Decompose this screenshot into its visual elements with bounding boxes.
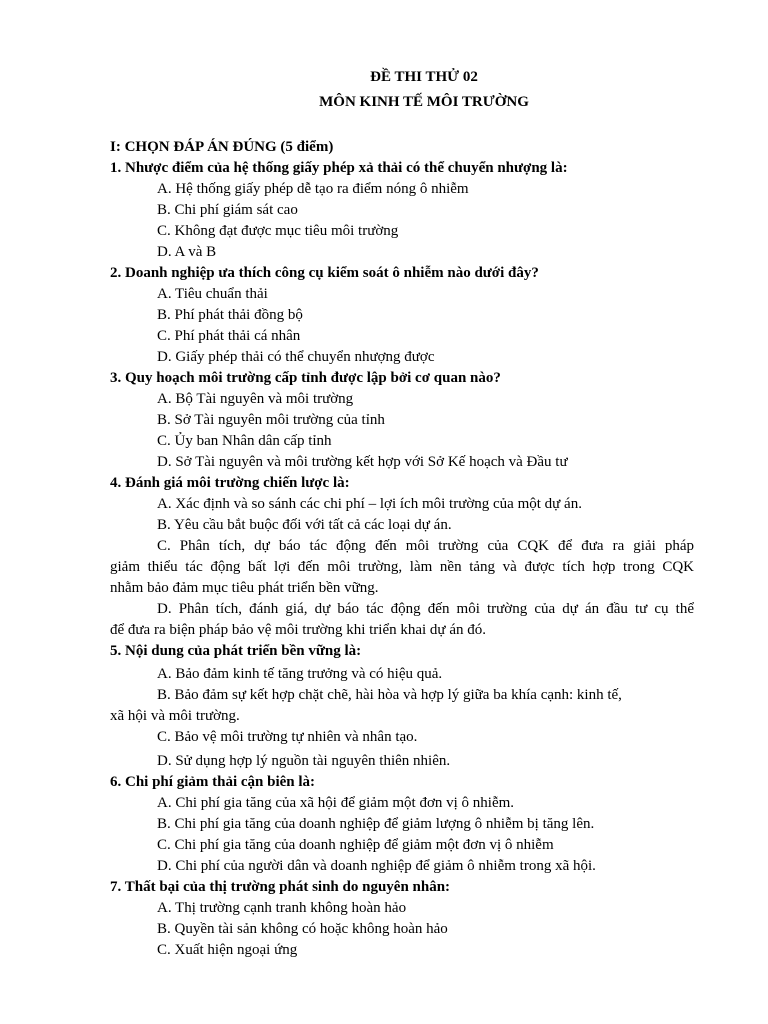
question-4: 4. Đánh giá môi trường chiến lược là: bbox=[110, 475, 350, 491]
option-5b-cont: xã hội và môi trường. bbox=[110, 708, 240, 724]
option-2c: C. Phí phát thải cá nhân bbox=[157, 328, 301, 344]
option-4d: D. Phân tích, đánh giá, dự báo tác động đến môi trường của dự án đầu tư cụ thể bbox=[157, 601, 694, 617]
option-5a: A. Bảo đảm kinh tế tăng trưởng và có hiệu quả. bbox=[157, 666, 443, 682]
option-4c-cont-2: nhằm bảo đảm mục tiêu phát triển bền vững. bbox=[110, 580, 379, 596]
option-7c: C. Xuất hiện ngoại ứng bbox=[157, 942, 298, 958]
option-5b: B. Bảo đảm sự kết hợp chặt chẽ, hài hòa và hợp lý giữa ba khía cạnh: kinh tế, bbox=[157, 687, 622, 703]
question-5: 5. Nội dung của phát triển bền vững là: bbox=[110, 643, 362, 659]
option-1b: B. Chi phí giám sát cao bbox=[157, 202, 298, 218]
option-3a: A. Bộ Tài nguyên và môi trường bbox=[157, 391, 354, 407]
question-3: 3. Quy hoạch môi trường cấp tỉnh được lập bởi cơ quan nào? bbox=[110, 370, 501, 386]
option-1c: C. Không đạt được mục tiêu môi trường bbox=[157, 223, 399, 239]
option-6d: D. Chi phí của người dân và doanh nghiệp để giảm ô nhiễm trong xã hội. bbox=[157, 858, 596, 874]
option-5c: C. Bảo vệ môi trường tự nhiên và nhân tạo. bbox=[157, 729, 418, 745]
option-5d: D. Sử dụng hợp lý nguồn tài nguyên thiên nhiên. bbox=[157, 753, 451, 769]
option-3d: D. Sở Tài nguyên và môi trường kết hợp với Sở Kế hoạch và Đầu tư bbox=[157, 454, 568, 470]
option-2a: A. Tiêu chuẩn thải bbox=[157, 286, 268, 302]
option-3c: C. Ủy ban Nhân dân cấp tỉnh bbox=[157, 433, 332, 449]
section-heading: I: CHỌN ĐÁP ÁN ĐÚNG (5 điểm) bbox=[110, 139, 334, 155]
option-3b: B. Sở Tài nguyên môi trường của tỉnh bbox=[157, 412, 385, 428]
option-4b: B. Yêu cầu bắt buộc đối với tất cả các loại dự án. bbox=[157, 517, 452, 533]
exam-subject: MÔN KINH TẾ MÔI TRƯỜNG bbox=[319, 94, 529, 110]
option-7a: A. Thị trường cạnh tranh không hoàn hảo bbox=[157, 900, 407, 916]
question-7: 7. Thất bại của thị trường phát sinh do nguyên nhân: bbox=[110, 879, 451, 895]
option-1a: A. Hệ thống giấy phép dễ tạo ra điểm nóng ô nhiễm bbox=[157, 181, 469, 197]
question-1: 1. Nhược điểm của hệ thống giấy phép xả thải có thể chuyển nhượng là: bbox=[110, 160, 568, 176]
option-4a: A. Xác định và so sánh các chi phí – lợi ích môi trường của một dự án. bbox=[157, 496, 582, 512]
option-6c: C. Chi phí gia tăng của doanh nghiệp để giảm một đơn vị ô nhiễm bbox=[157, 837, 554, 853]
option-4c: C. Phân tích, dự báo tác động đến môi trường của CQK để đưa ra giải pháp bbox=[157, 538, 694, 554]
option-2d: D. Giấy phép thải có thể chuyển nhượng được bbox=[157, 349, 435, 365]
exam-title: ĐỀ THI THỬ 02 bbox=[370, 69, 478, 85]
option-4d-cont: để đưa ra biện pháp bảo vệ môi trường khi triển khai dự án đó. bbox=[110, 622, 486, 638]
question-2: 2. Doanh nghiệp ưa thích công cụ kiểm soát ô nhiễm nào dưới đây? bbox=[110, 265, 539, 281]
option-7b: B. Quyền tài sản không có hoặc không hoàn hảo bbox=[157, 921, 448, 937]
option-6b: B. Chi phí gia tăng của doanh nghiệp để giảm lượng ô nhiễm bị tăng lên. bbox=[157, 816, 595, 832]
option-6a: A. Chi phí gia tăng của xã hội để giảm một đơn vị ô nhiễm. bbox=[157, 795, 515, 811]
option-2b: B. Phí phát thải đồng bộ bbox=[157, 307, 303, 323]
option-1d: D. A và B bbox=[157, 244, 217, 260]
option-4c-cont-1: giảm thiểu tác động bất lợi đến môi trường, làm nền tảng và được tích hợp trong CQK bbox=[110, 559, 694, 575]
question-6: 6. Chi phí giảm thải cận biên là: bbox=[110, 774, 316, 790]
